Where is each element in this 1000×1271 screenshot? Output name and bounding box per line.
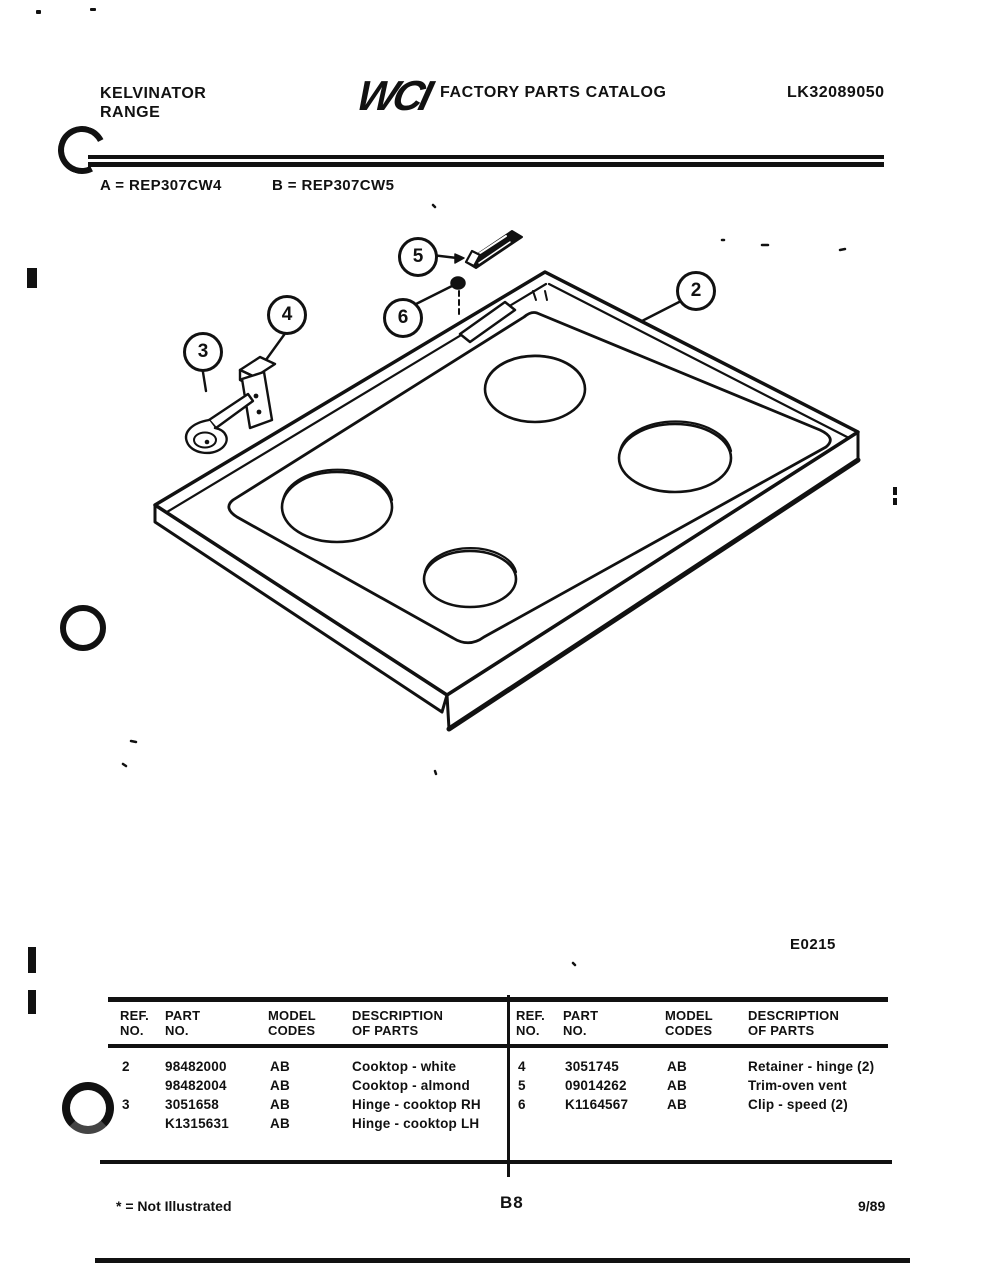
table-row-cell: Clip - speed (2) [748,1097,848,1112]
col-header-part-right: PART NO. [563,1008,599,1038]
burner-hole-front [424,548,516,607]
callout-4-label: 4 [281,304,293,325]
scan-artifact-punch-hole [62,1082,114,1134]
document-number: LK32089050 [787,84,885,101]
col-header-model-right: MODEL CODES [665,1008,713,1038]
table-row-cell: AB [667,1059,687,1074]
scan-artifact-tick [893,498,897,505]
callout-2-label: 2 [690,280,702,301]
callout-2 [676,271,716,311]
callout-6-label: 6 [397,307,409,328]
table-row-cell: AB [270,1116,290,1131]
table-row-cell: 2 [122,1059,130,1074]
wci-logo: WCI [352,72,434,119]
table-row-cell: Cooktop - white [352,1059,457,1074]
scan-artifact-punch-hole [60,605,106,651]
brand-line1: KELVINATOR [100,85,207,102]
scan-artifact-dot [90,8,96,11]
not-illustrated-note: * = Not Illustrated [116,1198,232,1214]
col-header-ref-right: REF. NO. [516,1008,545,1038]
table-row-cell: Retainer - hinge (2) [748,1059,875,1074]
burner-hole-right [619,422,731,492]
catalog-title: FACTORY PARTS CATALOG [440,84,667,101]
part-trim-oven-vent [455,231,522,268]
table-row-cell: Hinge - cooktop LH [352,1116,480,1131]
scan-artifact-dot [36,10,41,14]
table-header-rule [108,1044,888,1048]
revision-date: 9/89 [858,1198,886,1214]
table-row-cell: 98482004 [165,1078,227,1093]
brand-line2: RANGE [100,104,161,121]
callout-3-label: 3 [197,341,209,362]
callout-5-label: 5 [412,246,424,267]
table-row-cell: 3051745 [565,1059,619,1074]
scan-artifact-bar [28,947,36,973]
table-row-cell: 3 [122,1097,130,1112]
table-center-divider [507,995,510,1177]
col-header-desc-left: DESCRIPTION OF PARTS [352,1008,444,1038]
table-row-cell: Hinge - cooktop RH [352,1097,481,1112]
burner-hole-left [282,470,392,542]
col-header-ref-left: REF. NO. [120,1008,149,1038]
table-row-cell: AB [667,1078,687,1093]
table-row-cell: 5 [518,1078,526,1093]
page-number: B8 [500,1193,524,1212]
table-row-cell: K1315631 [165,1116,229,1131]
callout-3 [183,332,223,372]
burner-hole-rear [485,356,585,422]
callout-5 [398,237,438,277]
table-row-cell: K1164567 [565,1097,629,1112]
scan-artifact-tick [893,487,897,495]
table-row-cell: 4 [518,1059,526,1074]
model-code-a: A = REP307CW4 [100,177,222,194]
table-row-cell: AB [270,1059,290,1074]
table-row-cell: 6 [518,1097,526,1112]
table-row-cell: AB [270,1078,290,1093]
callout-4 [267,295,307,335]
callout-6 [383,298,423,338]
table-row-cell: Cooktop - almond [352,1078,470,1093]
part-cooktop-hinge [186,394,253,453]
page-bottom-rule [95,1258,910,1263]
parts-table [108,997,888,1167]
model-code-b: B = REP307CW5 [272,177,395,194]
col-header-part-left: PART NO. [165,1008,201,1038]
table-row-cell: 98482000 [165,1059,227,1074]
table-row-cell: 3051658 [165,1097,219,1112]
table-bottom-rule [100,1160,892,1164]
table-top-rule [108,997,888,1002]
table-row-cell: AB [667,1097,687,1112]
col-header-model-left: MODEL CODES [268,1008,316,1038]
col-header-desc-right: DESCRIPTION OF PARTS [748,1008,840,1038]
part-speed-clip [451,277,465,318]
scan-artifact-bar [27,268,37,288]
table-row-cell: AB [270,1097,290,1112]
cooktop-panel [155,272,858,729]
part-retainer-hinge [240,357,275,428]
table-row-cell: 09014262 [565,1078,627,1093]
figure-code: E0215 [790,936,836,953]
table-row-cell: Trim-oven vent [748,1078,847,1093]
scan-artifact-bar [28,990,36,1014]
